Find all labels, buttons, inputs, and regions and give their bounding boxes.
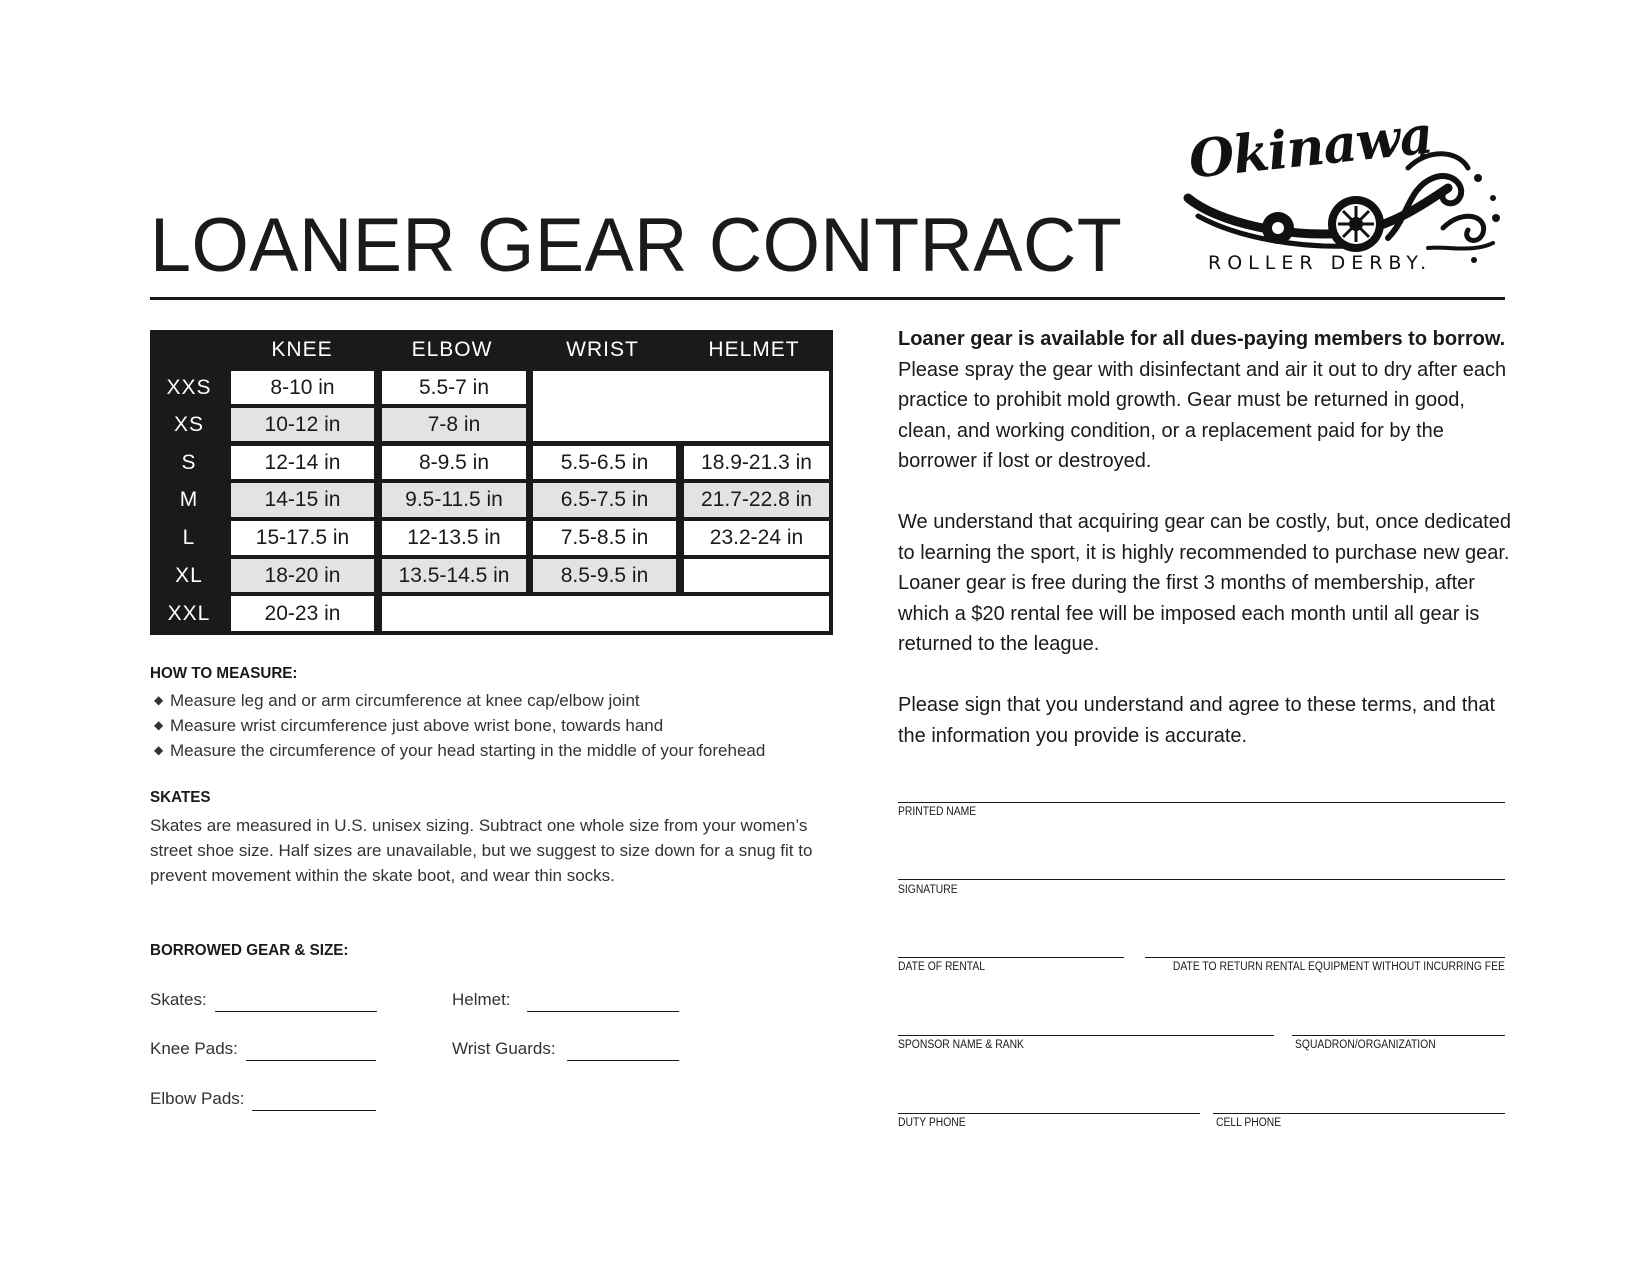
empty-cell bbox=[533, 371, 829, 441]
table-cell: 21.7-22.8 in bbox=[684, 483, 829, 517]
terms-paragraph-1 bbox=[898, 324, 1513, 477]
logo-subtitle: ROLLER DERBY. bbox=[1208, 252, 1433, 274]
table-cell: 8.5-9.5 in bbox=[533, 559, 676, 592]
column-header-elbow: ELBOW bbox=[411, 337, 493, 361]
skates-size-field[interactable] bbox=[215, 1011, 377, 1012]
row-label-xl: XL bbox=[175, 563, 203, 587]
table-cell: 10-12 in bbox=[231, 408, 374, 441]
table-cell: 13.5-14.5 in bbox=[382, 559, 526, 592]
terms-paragraph-2: We understand that acquiring gear can be costly, but, once dedicated to learning the sport, it is highly recommended to purchase new gear. Loaner gear is free during the first 3 months of membership, after which a $20 rental fee will be imposed each month until all gear is returned to the league. bbox=[898, 511, 1511, 655]
table-cell: 5.5-6.5 in bbox=[533, 446, 676, 479]
table-cell: 14-15 in bbox=[231, 483, 374, 517]
terms-p1-rest: Please spray the gear with disinfectant and air it out to dry after each practice to prohibit mold growth. Gear must be returned in good, clean, and working condition, or a replacement paid for by the borrower if lost or destroyed. bbox=[898, 358, 1507, 472]
empty-cell bbox=[382, 596, 829, 631]
elbow-pads-field-label: Elbow Pads: bbox=[150, 1089, 245, 1108]
knee-pads-size-field[interactable] bbox=[246, 1060, 376, 1061]
column-header-wrist: WRIST bbox=[566, 337, 639, 361]
sponsor-name-rank-label: SPONSOR NAME & RANK bbox=[898, 1039, 1024, 1051]
table-cell: 15-17.5 in bbox=[231, 521, 374, 555]
wrist-guards-size-field[interactable] bbox=[567, 1060, 679, 1061]
table-cell: 6.5-7.5 in bbox=[533, 483, 676, 517]
row-label-l: L bbox=[182, 526, 196, 549]
empty-cell bbox=[684, 559, 829, 592]
list-item: ◆ Measure the circumference of your head starting in the middle of your forehead bbox=[150, 738, 830, 763]
sponsor-name-rank-field[interactable] bbox=[898, 1035, 1274, 1036]
date-to-return-field[interactable] bbox=[1145, 957, 1505, 958]
squadron-organization-label: SQUADRON/ORGANIZATION bbox=[1295, 1039, 1436, 1051]
table-cell: 12-13.5 in bbox=[382, 521, 526, 555]
terms-text bbox=[898, 324, 1513, 782]
wrist-guards-field-label: Wrist Guards: bbox=[452, 1039, 556, 1058]
borrowed-gear-heading: BORROWED GEAR & SIZE: bbox=[150, 942, 349, 959]
logo-script-text: Okinawa bbox=[1186, 104, 1436, 191]
skates-heading: SKATES bbox=[150, 789, 211, 806]
list-item: ◆ Measure wrist circumference just above wrist bone, towards hand bbox=[150, 713, 830, 738]
column-header-knee: KNEE bbox=[271, 337, 333, 361]
bullet-icon: ◆ bbox=[154, 718, 164, 732]
row-label-xxs: XXS bbox=[166, 375, 212, 399]
cell-phone-label: CELL PHONE bbox=[1216, 1117, 1282, 1129]
signature-field[interactable] bbox=[898, 879, 1505, 880]
date-of-rental-field[interactable] bbox=[898, 957, 1124, 958]
terms-paragraph-3: Please sign that you understand and agree to these terms, and that the information you provide is accurate. bbox=[898, 694, 1496, 747]
column-header-helmet: HELMET bbox=[708, 337, 800, 361]
table-cell: 18-20 in bbox=[231, 559, 374, 592]
helmet-size-field[interactable] bbox=[527, 1011, 679, 1012]
bullet-icon: ◆ bbox=[154, 693, 164, 707]
squadron-organization-field[interactable] bbox=[1292, 1035, 1505, 1036]
how-to-measure-heading: HOW TO MEASURE: bbox=[150, 665, 298, 682]
table-cell: 7-8 in bbox=[382, 408, 526, 441]
list-item: ◆ Measure leg and or arm circumference at knee cap/elbow joint bbox=[150, 688, 830, 713]
table-cell: 7.5-8.5 in bbox=[533, 521, 676, 555]
knee-pads-field-label: Knee Pads: bbox=[150, 1039, 238, 1058]
title-divider bbox=[150, 297, 1505, 300]
table-cell: 8-10 in bbox=[231, 371, 374, 404]
duty-phone-label: DUTY PHONE bbox=[898, 1117, 966, 1129]
table-cell: 9.5-11.5 in bbox=[382, 483, 526, 517]
duty-phone-field[interactable] bbox=[898, 1113, 1200, 1114]
row-label-xs: XS bbox=[173, 413, 204, 436]
table-cell: 8-9.5 in bbox=[382, 446, 526, 479]
table-cell: 12-14 in bbox=[231, 446, 374, 479]
date-of-rental-label: DATE OF RENTAL bbox=[898, 961, 986, 973]
elbow-pads-size-field[interactable] bbox=[252, 1110, 376, 1111]
page-title: LOANER GEAR CONTRACT bbox=[150, 203, 1123, 288]
table-cell: 18.9-21.3 in bbox=[684, 446, 829, 479]
skates-field-label: Skates: bbox=[150, 990, 207, 1009]
size-chart-table bbox=[150, 330, 833, 635]
bullet-icon: ◆ bbox=[154, 743, 164, 757]
helmet-field-label: Helmet: bbox=[452, 990, 511, 1009]
table-cell: 20-23 in bbox=[231, 596, 374, 631]
okinawa-roller-derby-logo bbox=[1178, 104, 1508, 288]
row-label-xxl: XXL bbox=[167, 601, 211, 625]
printed-name-label: PRINTED NAME bbox=[898, 806, 977, 818]
signature-label: SIGNATURE bbox=[898, 884, 958, 896]
row-label-s: S bbox=[181, 450, 197, 474]
table-cell: 5.5-7 in bbox=[382, 371, 526, 404]
printed-name-field[interactable] bbox=[898, 802, 1505, 803]
how-to-measure-list bbox=[150, 688, 830, 763]
cell-phone-field[interactable] bbox=[1213, 1113, 1505, 1114]
date-to-return-label: DATE TO RETURN RENTAL EQUIPMENT WITHOUT INCURRING FEE bbox=[1172, 961, 1505, 973]
terms-lead: Loaner gear is available for all dues-paying members to borrow. bbox=[898, 328, 1506, 350]
skates-description: Skates are measured in U.S. unisex sizing. Subtract one whole size from your women’s street shoe size. Half sizes are unavailable, but we suggest to size down for a snug fit to prevent movement within the skate boot, and wear thin socks. bbox=[150, 816, 813, 885]
table-cell: 23.2-24 in bbox=[684, 521, 829, 555]
row-label-m: M bbox=[179, 488, 199, 511]
